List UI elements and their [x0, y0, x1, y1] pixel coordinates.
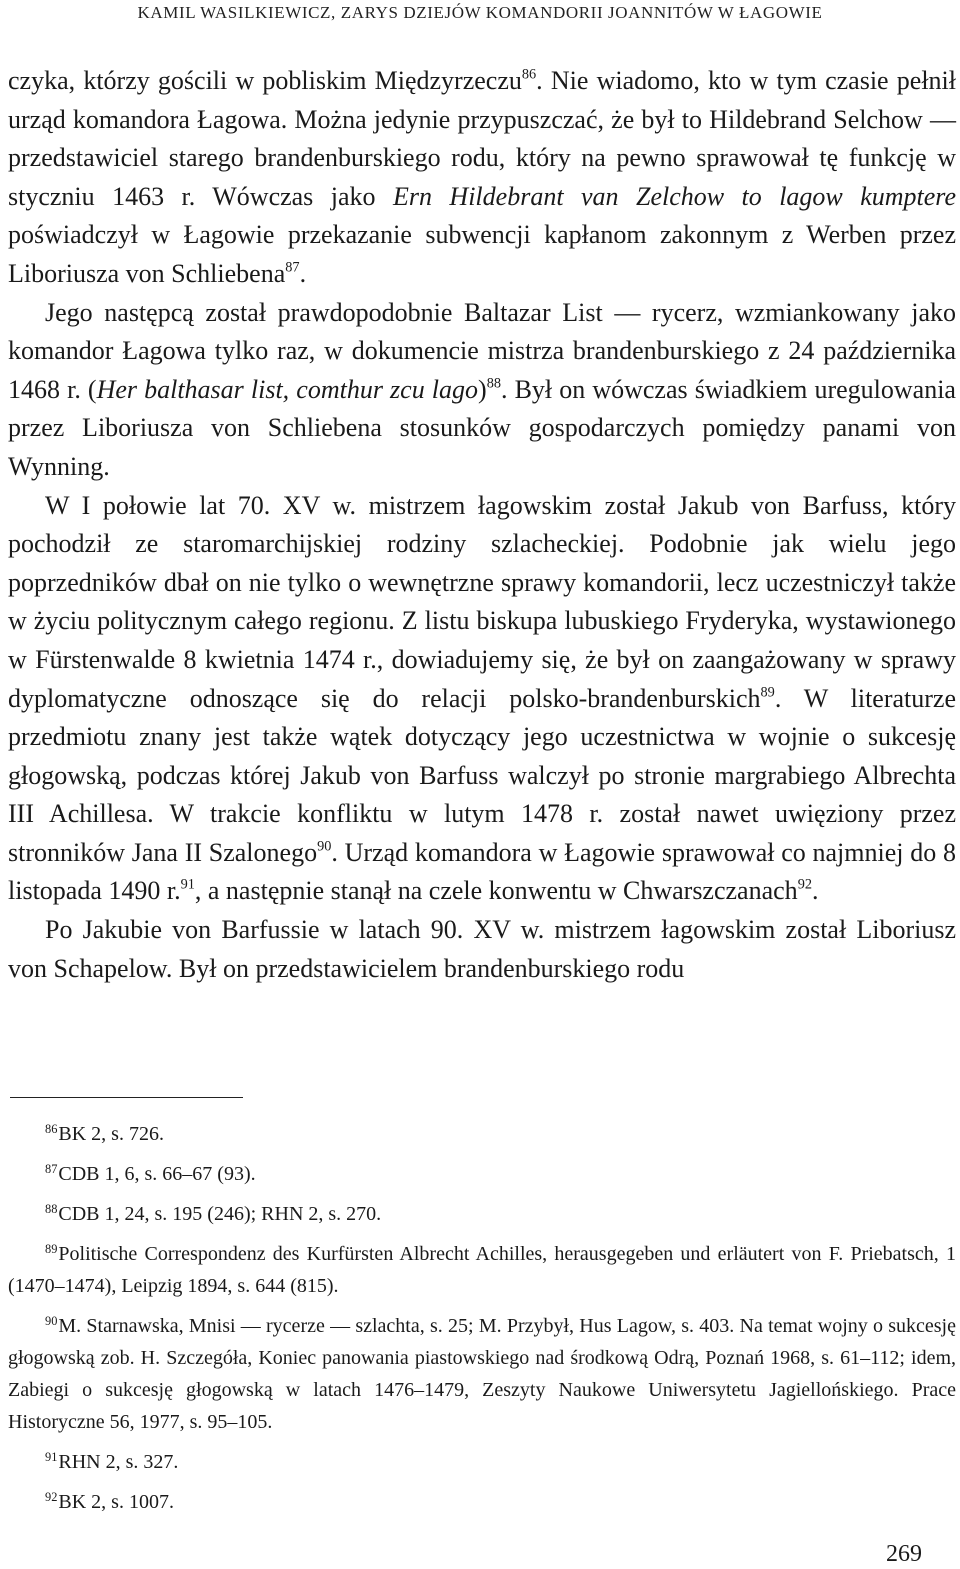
- text-run: czyka, którzy gościli w pobliskim Międzyrzeczu: [8, 66, 522, 95]
- footnote: [8, 1446, 956, 1478]
- footnote-number: 91: [45, 1449, 58, 1464]
- text-run: .: [299, 258, 307, 288]
- text-run: ): [478, 374, 487, 404]
- footnote-separator: [10, 1097, 243, 1098]
- text-run: poświadczył w Łagowie przekazanie subwencji kapłanom zakonnym z Werben przez Liboriusza von Schliebena: [8, 220, 956, 288]
- footnote-number: 89: [45, 1241, 58, 1256]
- footnote: [8, 1310, 956, 1438]
- text-run: , a następnie stanął na czele konwentu w Chwarszczanach: [194, 876, 798, 906]
- text-run: Jego następcą został prawdopodobnie Baltazar List — rycerz, wzmiankowany jako komandor Łagowa tylko raz, w dokumencie mistrza brandenburskiego z 24 października 1468 r. (: [8, 297, 956, 404]
- text-run: . W literaturze przedmiotu znany jest także wątek dotyczący jego uczestnictwa w wojnie o sukcesję głogowską, podczas której Jakub von Barfuss walczył po stronie margrabiego Albrechta III Achillesa. W trakcie konfliktu w lutym 1478 r. został nawet uwięziony przez stronników Jana II Szalonego: [8, 683, 956, 867]
- text-run: Po Jakubie von Barfussie w latach 90. XV w. mistrzem łagowskim został Liboriusz von Schapelow. Był on przedstawicielem brandenburskiego rodu: [8, 915, 956, 983]
- footnote-ref-86: 86: [521, 66, 537, 83]
- footnote: [8, 1158, 956, 1190]
- footnote: [8, 1486, 956, 1518]
- text-run: . Nie wiadomo, kto w tym czasie pełnił urząd komandora Łagowa. Można jedynie przypuszczać, że był to Hildebrand Selchow — przedstawiciel starego brandenburskiego rodu, który na pewno sprawował tę funkcję w styczniu 1463 r. Wówczas jako: [8, 66, 956, 211]
- footnote: [8, 1118, 956, 1150]
- paragraph-2: [8, 294, 956, 487]
- page-number: 269: [886, 1541, 922, 1567]
- footnote-number: 86: [45, 1121, 58, 1136]
- paragraph-3: [8, 487, 956, 912]
- text-run: . Był on wówczas świadkiem uregulowania przez Liboriusza von Schliebena stosunków gospodarczych pomiędzy panami von Wynning.: [8, 374, 956, 481]
- footnote: [8, 1238, 956, 1302]
- footnote-text: BK 2, s. 1007.: [58, 1491, 174, 1513]
- text-run: W I połowie lat 70. XV w. mistrzem łagowskim został Jakub von Barfuss, który pochodził ze staromarchijskiej rodziny szlacheckiej. Podobnie jak wielu jego poprzedników dbał on nie tylko o wewnętrzne sprawy komandorii, lecz uczestniczył także w życiu politycznym całego regionu. Z listu biskupa lubuskiego Fryderyka, wystawionego w Fürstenwalde 8 kwietnia 1474 r., dowiadujemy się, że był on zaangażowany w sprawy dyplomatyczne odnoszące się do relacji polsko-brandenburskich: [8, 490, 956, 713]
- footnote-text: CDB 1, 6, s. 66–67 (93).: [58, 1163, 256, 1185]
- main-text: [8, 62, 956, 988]
- footnote-text: CDB 1, 24, s. 195 (246); RHN 2, s. 270.: [58, 1203, 382, 1225]
- footnote-number: 87: [45, 1161, 58, 1176]
- footnote: [8, 1198, 956, 1230]
- footnote-ref-88: 88: [486, 375, 501, 392]
- italic-quote: Her balthasar list, comthur zcu lago: [96, 374, 479, 404]
- running-head: KAMIL WASILKIEWICZ, ZARYS DZIEJÓW KOMANDORII JOANNITÓW W ŁAGOWIE: [137, 3, 823, 22]
- footnote-text: BK 2, s. 726.: [58, 1123, 164, 1145]
- footnote-ref-92: 92: [797, 876, 812, 893]
- footnote-text: RHN 2, s. 327.: [58, 1451, 179, 1473]
- footnote-ref-89: 89: [760, 683, 775, 700]
- footnotes: [8, 1118, 956, 1526]
- footnote-ref-90: 90: [317, 838, 332, 855]
- footnote-text: Politische Correspondenz des Kurfürsten Albrecht Achilles, herausgegeben und erläutert von F. Priebatsch, 1 (1470–1474), Leipzig 1894, s. 644 (815).: [8, 1243, 956, 1297]
- paragraph-1: [8, 62, 956, 294]
- paragraph-4: [8, 911, 956, 988]
- italic-quote: Ern Hildebrant van Zelchow to lagow kumptere: [392, 181, 956, 211]
- footnote-number: 92: [45, 1489, 58, 1504]
- footnote-number: 88: [45, 1201, 58, 1216]
- footnote-number: 90: [45, 1313, 58, 1328]
- text-run: . Urząd komandora w Łagowie sprawował co najmniej do 8 listopada 1490 r.: [8, 837, 956, 906]
- footnote-ref-87: 87: [285, 259, 300, 276]
- footnote-text: M. Starnawska, Mnisi — rycerze — szlachta, s. 25; M. Przybył, Hus Lagow, s. 403. Na temat wojny o sukcesję głogowską zob. H. Szczegóła, Koniec panowania piastowskiego nad środkową Odrą, Poznań 1968, s. 61–112; idem, Zabiegi o sukcesję głogowską w latach 1476–1479, Zeszyty Naukowe Uniwersytetu Jagiellońskiego. Prace Historyczne 56, 1977, s. 95–105.: [8, 1315, 956, 1433]
- footnote-ref-91: 91: [180, 876, 195, 893]
- text-run: .: [811, 876, 819, 906]
